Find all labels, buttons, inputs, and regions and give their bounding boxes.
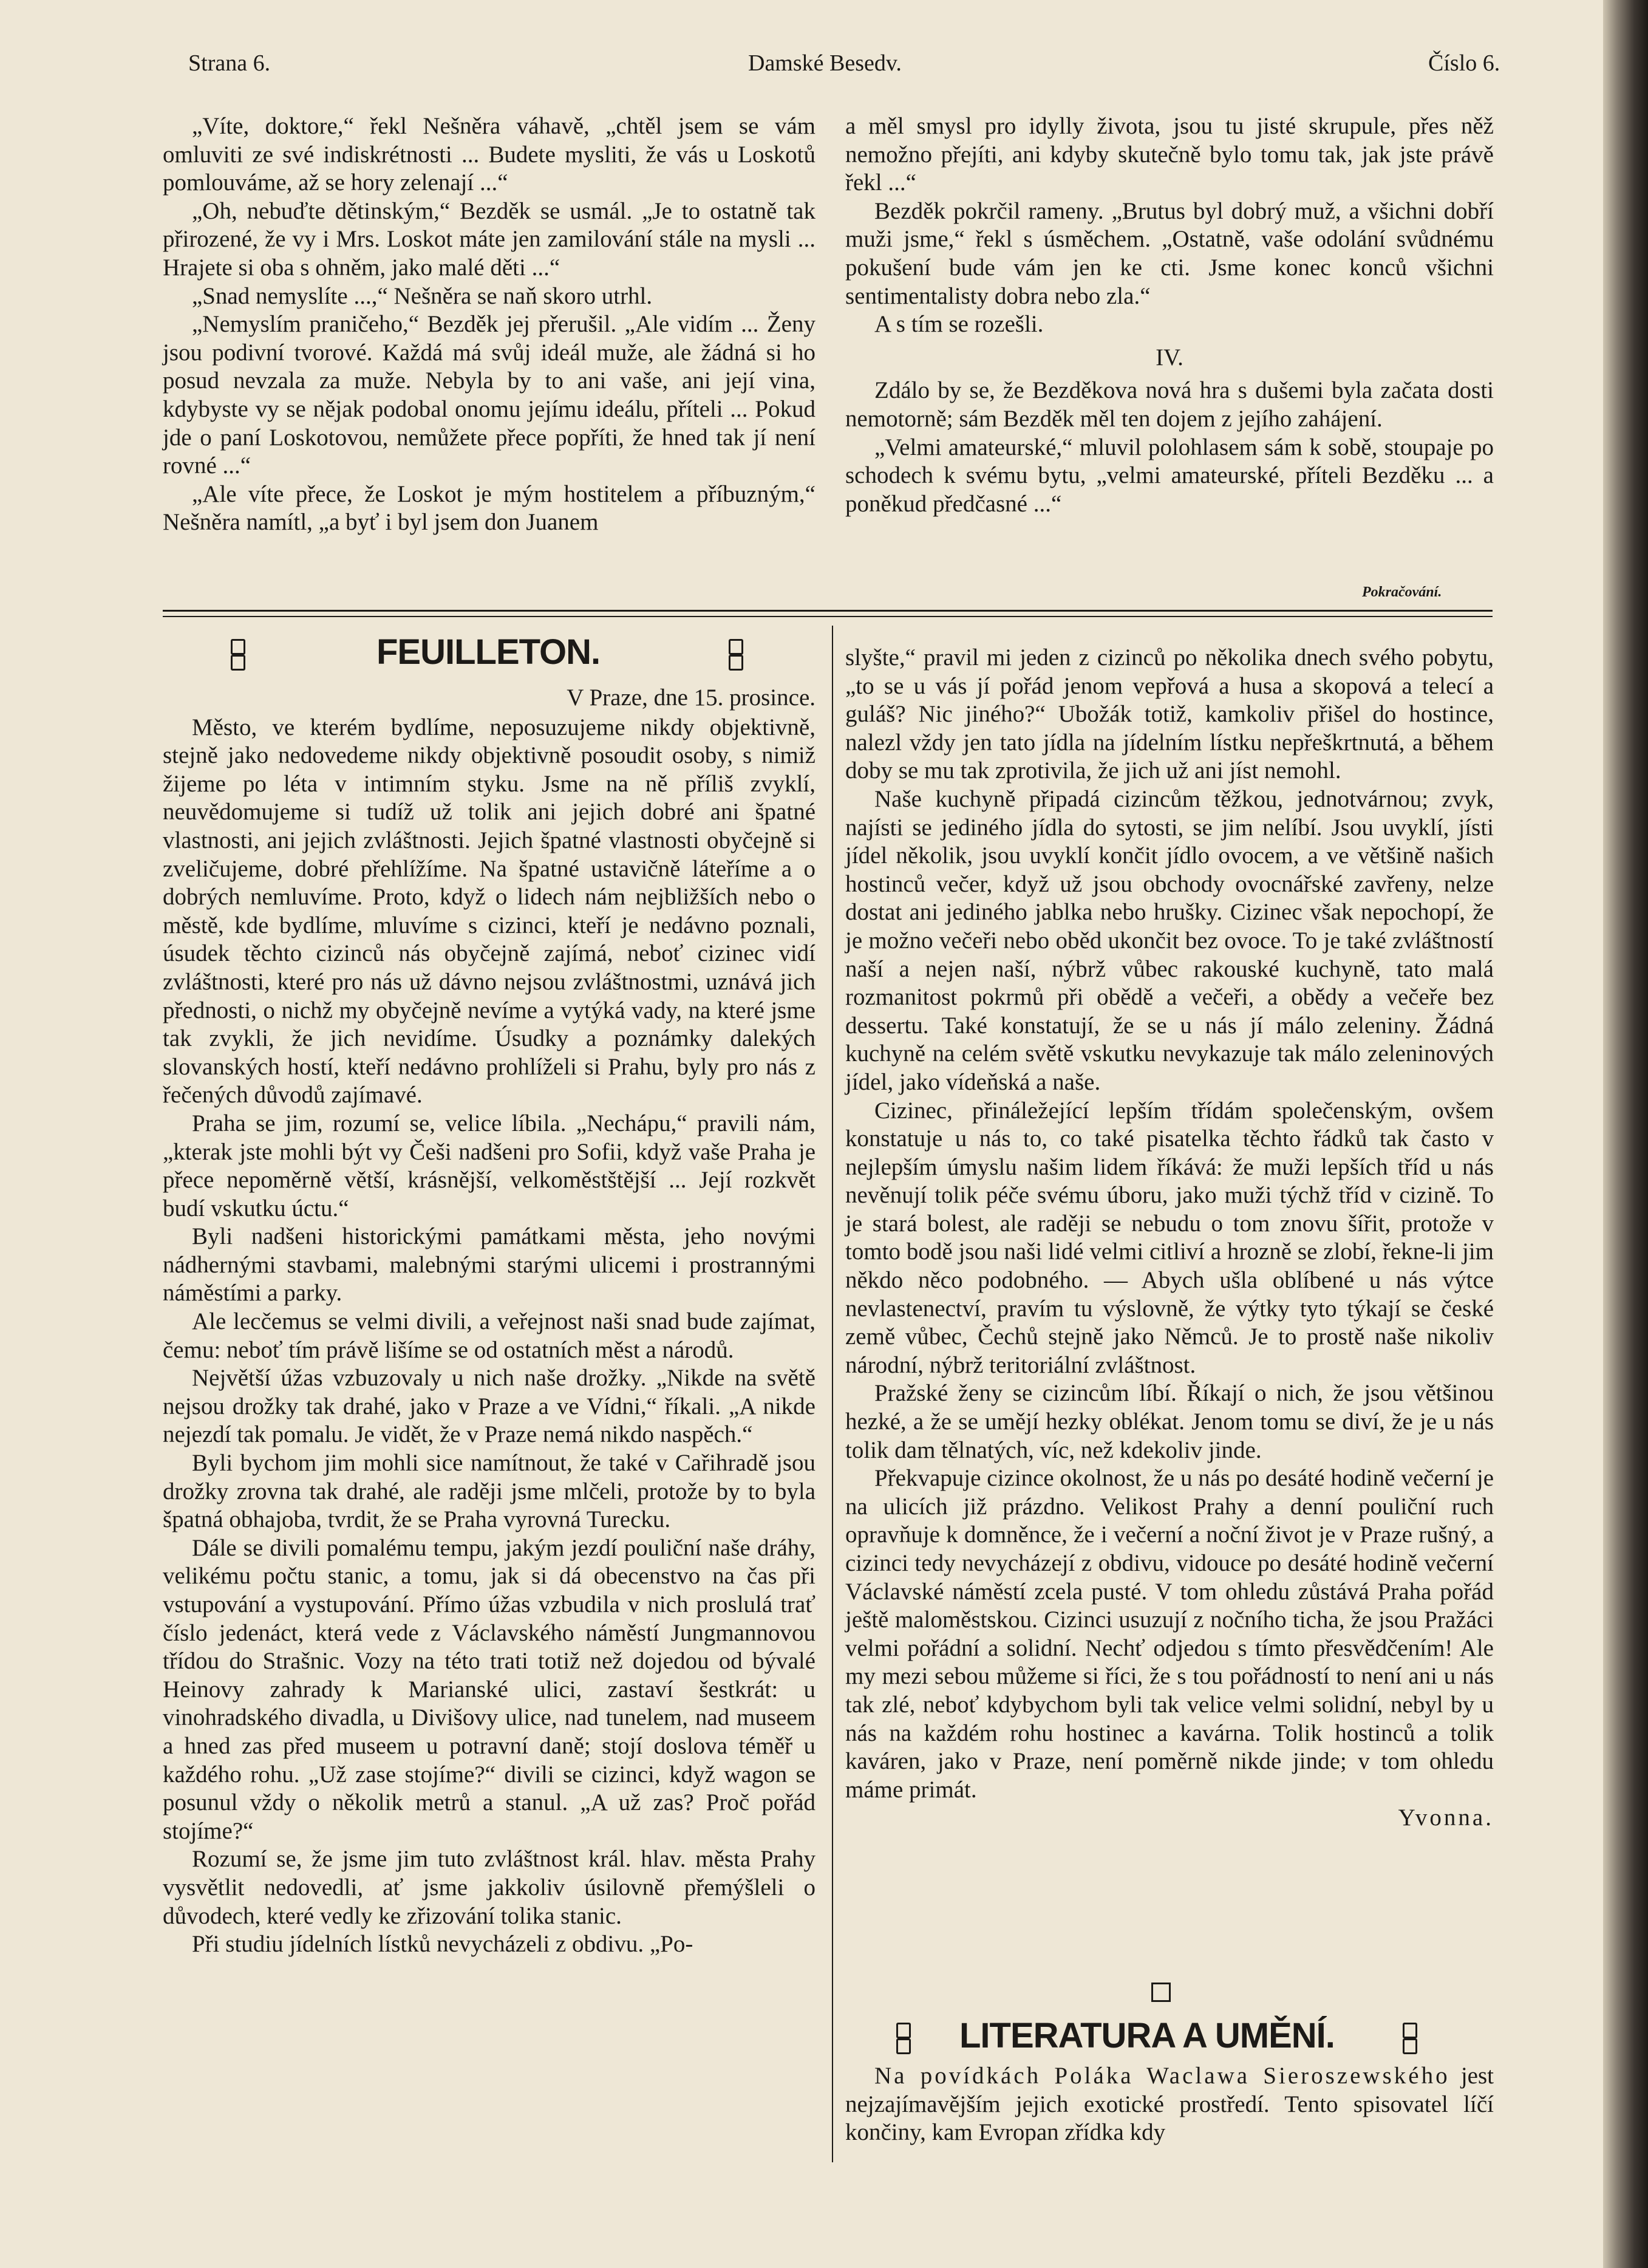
- paragraph: A s tím se rozešli.: [874, 311, 1044, 338]
- feuilleton-heading: FEUILLETON.: [376, 632, 601, 672]
- paragraph: „Oh, nebuďte dětinským,“ Bezděk se usmál. „Je to ostatně tak přirozené, že vy i Mrs. Loskot máte jen zamilování stále na mysli ... Hrajete si oba s ohněm, jako malé děti ...“: [163, 197, 815, 281]
- paragraph: Největší úžas vzbuzovaly u nich naše drožky. „Nikde na světě nejsou drožky tak drahé, jako v Praze a ve Vídni,“ říkali. „A nikde nejezdí tak pomalu. Je vidět, že v Praze nemá nikdo naspěch.“: [163, 1365, 815, 1448]
- spaced-name: Na povídkách Poláka Waclawa Sieroszewského: [874, 2063, 1450, 2089]
- paragraph: Bezděk pokrčil rameny. „Brutus byl dobrý muž, a všichni dobří muži jsme,“ řekl s úsměchem. „Ostatně, vaše odolání svůdnému pokušení bude vám jen ke cti. Jsme konec konců všichni sentimentalisty dobra nebo zla.“: [845, 197, 1494, 309]
- paragraph: Město, ve kterém bydlíme, neposuzujeme nikdy objektivně, stejně jako nedovedeme nikdy objektivně posoudit osoby, s nimiž žijeme po léta v intimním styku. Jsme na ně příliš zvyklí, neuvědomujeme si tudíž už tolik ani jejich dobré ani špatné vlastnosti, ani jejich zvláštnosti. Jejich špatné vlastnosti obyčejně si zveličujeme, dobré přehlížíme. Na špatné ustavičně láteříme a o dobrých nemluvíme. Proto, když o lidech nám nejbližších nebo o městě, kde bydlíme, mluvíme s cizinci, kteří je nedávno poznali, úsudek těchto cizinců nás obyčejně zajímá, neboť cizinec vidí zvláštnosti, které pro nás už dávno nejsou zvláštnostmi, uznává jich přednosti, o nichž my obyčejně nevíme a vytýká vady, na které jsme tak zvykli, že jich nevidíme. Úsudky a poznámky dalekých slovanských hostí, kteří nedávno prohlíželi si Prahu, byly pro nás z řečených důvodů zajímavé.: [163, 714, 815, 1108]
- book-spine: [1603, 0, 1648, 2268]
- story-left-column: [163, 112, 815, 537]
- magazine-title: Damské Besedv.: [748, 50, 902, 76]
- continuation-note: Pokračování.: [1362, 584, 1442, 600]
- paragraph: a měl smysl pro idylly života, jsou tu jisté skrupule, přes něž nemožno přejíti, ani kdyby skutečně bylo tomu tak, jak jste právě řekl ...“: [845, 113, 1494, 196]
- dateline: V Praze, dne 15. prosince.: [567, 685, 815, 711]
- square-ornament-icon: [1151, 1983, 1171, 2002]
- signature: Yvonna.: [1398, 1805, 1494, 1831]
- divider-rule: [163, 610, 1493, 612]
- ornament-icon: [896, 2023, 910, 2057]
- paragraph: slyšte,“ pravil mi jeden z cizinců po několika dnech svého pobytu, „to se u vás jí pořád jenom vepřová a husa a skopová a telecí a guláš? Nic jiného?“ Ubožák totiž, kamkoliv přišel do hostince, nalezl vždy jen tato jídla na jídelním lístku nepřeškrtnutá, a během doby se mu tak zprotivila, že jich už ani jíst nemohl.: [845, 644, 1494, 784]
- paragraph: Byli bychom jim mohli sice namítnout, že také v Cařihradě jsou drožky zrovna tak drahé, ale raději jsme mlčeli, protože by to byla špatná obhajoba, tvrdit, že se Praha vyrovná Turecku.: [163, 1450, 815, 1533]
- paragraph: Naše kuchyně připadá cizincům těžkou, jednotvárnou; zvyk, najísti se jediného jídla do sytosti, se jim nelíbí. Jsou uvyklí, jísti jídel několik, jsou uvyklí končit jídlo ovocem, a ve většině našich hostinců večer, když už jsou obchody ovocnářské zavřeny, nelze dostat ani jediného jablka nebo hrušky. Cizinec však nepochopí, že je možno večeři nebo oběd ukončit bez ovoce. To je také zvláštností naší a nejen naší, nýbrž vůbec rakouské kuchyně, tato malá rozmanitost pokrmů při obědě a večeři, a obědy a večeře bez dessertu. Také konstatují, že se u nás jí málo zeleniny. Žádná kuchyně na celém světě vskutku nevykazuje tak málo zeleninových jídel, jako vídeňská a naše.: [845, 785, 1494, 1095]
- paragraph-text: jest nejzajímavějším jejich exotické prostředí. Tento spisovatel líčí končiny, kam Evropan zřídka kdy: [845, 2063, 1494, 2146]
- literature-heading: LITERATURA A UMĚNÍ.: [959, 2016, 1335, 2055]
- paragraph: Zdálo by se, že Bezděkova nová hra s dušemi byla začata dosti nemotorně; sám Bezděk měl ten dojem z jejího zahájení.: [845, 377, 1494, 432]
- column-divider: [832, 626, 833, 2162]
- chapter-numeral: IV.: [1156, 344, 1183, 371]
- paragraph: Cizinec, přináležející lepším třídám společenským, ovšem konstatuje u nás to, co také pisatelka těchto řádků tak často v nejlepším úmyslu našim lidem říkává: že muži lepších tříd u nás nevěnují tolik péče svému úboru, jako muži týchž tříd v cizině. To je stará bolest, ale raději se nebudu o tom znovu šířit, protože v tomto bodě jsou naši lidé velmi citliví a hrozně se zlobí, řekne-li jim někdo něco podobného. — Abych ušla oblíbené u nás výtce nevlastenectví, pravím tu výslovně, že výtky tyto týkají se české země vůbec, Čechů stejně jako Němců. Je to prostě naše nikoliv národní, nýbrž teritoriální zvláštnost.: [845, 1097, 1494, 1378]
- paragraph: „Víte, doktore,“ řekl Nešněra váhavě, „chtěl jsem se vám omluviti ze své indiskrétnosti ... Budete mysliti, že vás u Loskotů pomlouváme, až se hory zelenají ...“: [163, 113, 815, 196]
- paragraph: Rozumí se, že jsme jim tuto zvláštnost král. hlav. města Prahy vysvětlit nedovedli, ať jsme jakkoliv úsilovně přemýšleli o důvodech, které vedly ke zřizování tolika stanic.: [163, 1846, 815, 1929]
- paragraph: „Snad nemyslíte ...,“ Nešněra se naň skoro utrhl.: [192, 282, 653, 309]
- story-right-column: [845, 112, 1494, 518]
- divider-rule: [163, 616, 1493, 617]
- paragraph: „Velmi amateurské,“ mluvil polohlasem sám k sobě, stoupaje po schodech k svému bytu, „velmi amateurské, příteli Bezděku ... a poněkud předčasné ...“: [845, 434, 1494, 517]
- paragraph: Praha se jim, rozumí se, velice líbila. „Nechápu,“ pravili nám, „kterak jste mohli být vy Češi nadšeni pro Sofii, když vaše Praha je přece nepoměrně větší, krásnější, velkoměstštější ... Její rozkvět budí vskutku úctu.“: [163, 1110, 815, 1221]
- issue-number: Číslo 6.: [1428, 50, 1500, 76]
- paragraph: Ale lecčemus se velmi divili, a veřejnost naši snad bude zajímat, čemu: neboť tím právě lišíme se od ostatních měst a národů.: [163, 1308, 815, 1363]
- paragraph: Při studiu jídelních lístků nevycházeli z obdivu. „Po-: [192, 1931, 693, 1958]
- paragraph: Dále se divili pomalému tempu, jakým jezdí pouliční naše dráhy, velikému počtu stanic, a tomu, jak si dá obecenstvo na čas při vstupování a vystupování. Přímo úžas vzbudila v nich proslulá trať číslo jedenáct, která vede z Václavského náměstí Jungmannovou třídou do Strašnic. Vozy na této trati totiž než dojedou od bývalé Heinovy zahrady k Marianské ulici, zastaví šestkrát: u vinohradského divadla, u Divišovy ulice, nad tunelem, nad museem a hned zas před museem u potravní daně; stojí doslova téměř u každého rohu. „Už zase stojíme?“ divili se cizinci, když wagon se posunul vždy o několik metrů a stanul. „A už zas? Proč pořád stojíme?“: [163, 1534, 815, 1844]
- ornament-icon: [231, 639, 244, 673]
- literature-column: [845, 2062, 1494, 2147]
- page-number: Strana 6.: [188, 50, 271, 76]
- paragraph: „Ale víte přece, že Loskot je mým hostitelem a příbuzným,“ Nešněra namítl, „a byť i byl jsem don Juanem: [163, 480, 815, 536]
- paragraph: Pražské ženy se cizincům líbí. Říkají o nich, že jsou většinou hezké, a že se umějí hezky oblékat. Jenom tomu se diví, že je u nás tolik dam tělnatých, víc, než kdekoliv jinde.: [845, 1380, 1494, 1463]
- feuilleton-left-column: [163, 684, 815, 1959]
- ornament-icon: [729, 639, 742, 673]
- ornament-icon: [1403, 2023, 1416, 2057]
- paragraph: „Nemyslím praničeho,“ Bezděk jej přerušil. „Ale vidím ... Ženy jsou podivní tvorové. Každá má svůj ideál muže, ale žádná si ho posud nevzala za muže. Nebyla by to ani vaše, ani její vina, kdybyste vy se nějak podobal onomu jejímu ideálu, příteli ... Pokud jde o paní Loskotovou, nemůžete přece popříti, že hned tak jí není rovné ...“: [163, 311, 815, 479]
- paragraph: [845, 2062, 1494, 2147]
- feuilleton-right-column: [845, 644, 1494, 1833]
- paragraph: Překvapuje cizince okolnost, že u nás po desáté hodině večerní je na ulicích již prázdno. Velikost Prahy a denní pouliční ruch opravňuje k domněnce, že i večerní a noční život je v Praze rušný, a cizinci tedy nevycházejí z obdivu, vidouce po desáté hodině večerní Václavské náměstí zcela pusté. V tom ohledu zůstává Praha pořád ještě maloměstskou. Cizinci usuzují z nočního ticha, že jsou Pražáci velmi pořádní a solidní. Nechť odjedou s tímto přesvědčením! Ale my mezi sebou můžeme si říci, že s tou pořádností to není ani u nás tak zlé, neboť kdybychom byli tak velice velmi solidní, nebyl by u nás na každém rohu hostinec a kavárna. Tolik hostinců a tolik kaváren, jako v Praze, není poměrně nikde jinde; v tom ohledu máme primát.: [845, 1465, 1494, 1803]
- paragraph: Byli nadšeni historickými památkami města, jeho novými nádhernými stavbami, malebnými starými ulicemi i prostrannými náměstími a parky.: [163, 1223, 815, 1306]
